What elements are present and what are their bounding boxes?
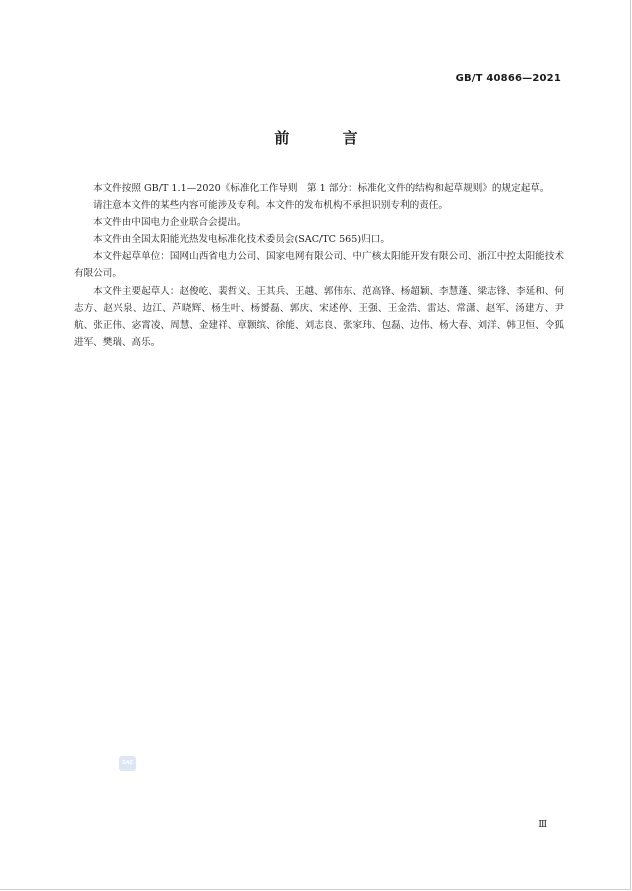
- paragraph-drafting-rules: 本文件按照 GB/T 1.1—2020《标准化工作导则 第 1 部分：标准化文件的结构和起草规则》的规定起草。: [93, 183, 550, 194]
- paragraph-proposer: 本文件由中国电力企业联合会提出。: [93, 217, 247, 229]
- standard-number: GB/T 40866—2021: [455, 73, 561, 84]
- paragraph-patent-notice: 请注意本文件的某些内容可能涉及专利。本文件的发布机构不承担识别专利的责任。: [93, 200, 448, 212]
- paragraph-committee: 本文件由全国太阳能光热发电标准化技术委员会(SAC/TC 565)归口。: [93, 234, 390, 246]
- sac-watermark-logo-icon: SAC: [119, 756, 136, 771]
- paragraph-drafters: 本文件主要起草人：赵俊屹、裴哲义、王其兵、王越、郭伟东、范高锋、杨超颖、李慧蓬、梁志锋、李延和、何志方、赵兴泉、边江、芦晓辉、杨生叶、杨赟磊、郭庆、宋述停、王强、王金浩、雷达、常潇、赵军、汤建方、尹航、张正伟、宓霄凌、周慧、金建祥、章颢缤、徐能、刘志良、张家玮、包磊、边伟、杨大春、刘洋、韩卫恒、令狐进军、樊瑞、高乐。: [74, 285, 564, 348]
- page-title: 前 言: [274, 129, 382, 147]
- page-number: Ⅲ: [538, 820, 547, 830]
- foreword-body: [74, 180, 564, 351]
- paragraph-drafting-units: 本文件起草单位：国网山西省电力公司、国家电网有限公司、中广核太阳能开发有限公司、浙江中控太阳能技术有限公司。: [74, 251, 564, 280]
